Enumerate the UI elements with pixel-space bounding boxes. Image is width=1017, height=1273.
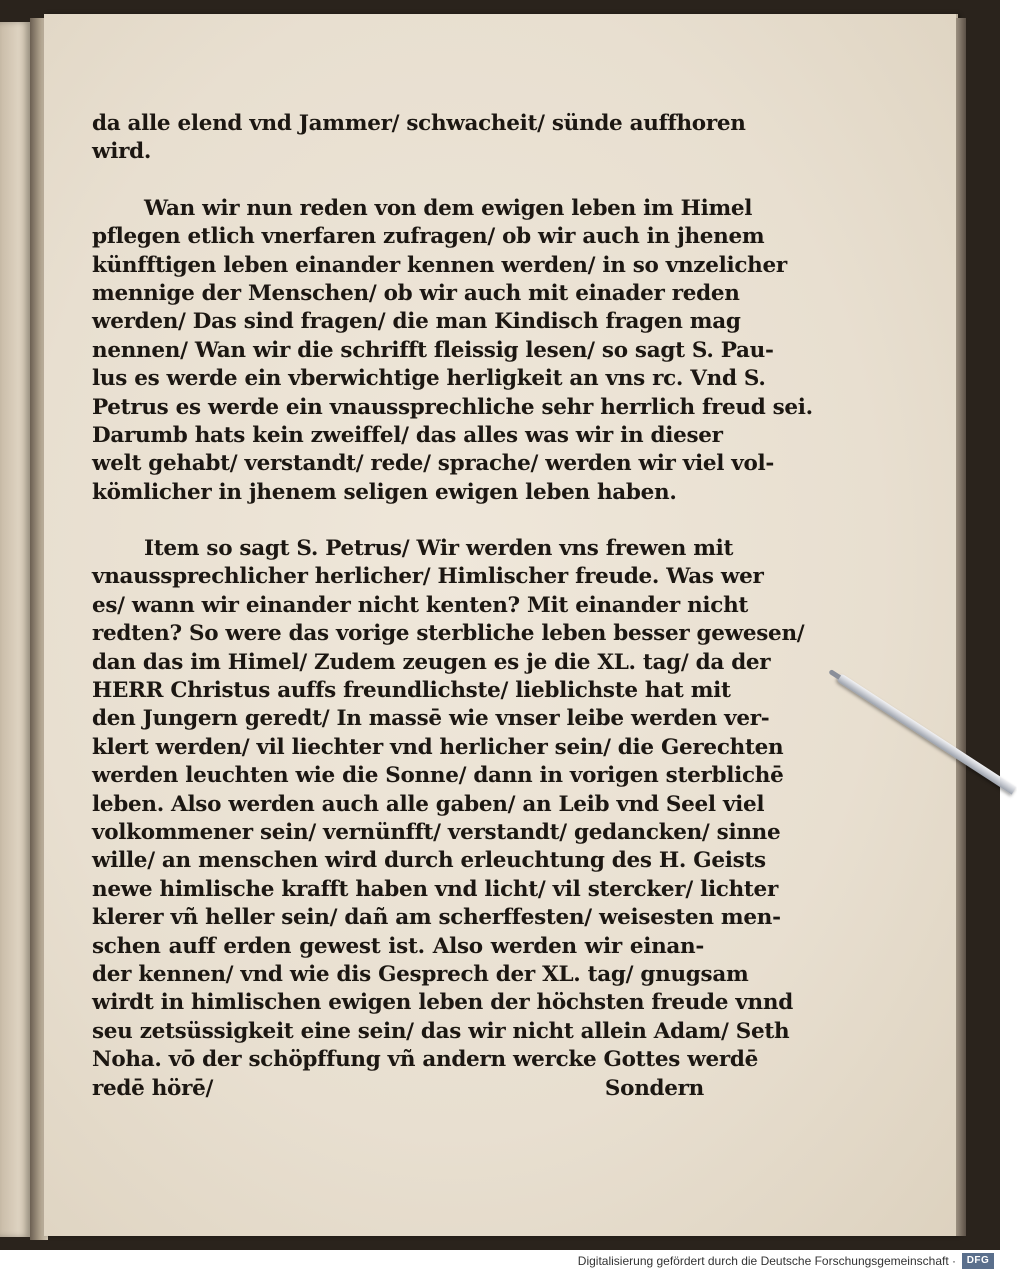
text-line: der kennen/ vnd wie dis Gesprech der XL. tag/ gnugsam <box>92 961 749 987</box>
text-line: HERR Christus auffs freundlichste/ lieblichste hat mit <box>92 678 731 704</box>
text-line: künfftigen leben einander kennen werden/ in so vnzelicher <box>92 252 787 278</box>
text-line: den Jungern geredt/ In massē wie vnser leibe werden ver- <box>92 706 770 732</box>
catchword: Sondern <box>604 1075 704 1101</box>
text-line: Item so sagt S. Petrus/ Wir werden vns frewen mit <box>144 536 734 562</box>
page-text-block <box>92 110 813 1103</box>
text-line: kömlicher in jhenem seligen ewigen leben haben. <box>92 479 677 505</box>
previous-page-edge <box>0 22 30 1237</box>
text-line: seu zetsüssigkeit eine sein/ das wir nicht allein Adam/ Seth <box>92 1018 790 1044</box>
text-line: wille/ an menschen wird durch erleuchtung des H. Geists <box>92 848 766 874</box>
text-line: schen auff erden gewest ist. Also werden wir einan- <box>92 933 704 959</box>
footer-credit: Digitalisierung gefördert durch die Deutsche Forschungsgemeinschaft · <box>577 1254 956 1268</box>
page-stack-edge <box>956 18 966 1236</box>
text-line: nennen/ Wan wir die schrifft fleissig lesen/ so sagt S. Pau- <box>92 337 774 363</box>
text-line: Noha. vō der schöpffung vñ andern wercke Gottes werdē <box>92 1047 759 1073</box>
paragraph-gap <box>92 507 704 535</box>
text-line: mennige der Menschen/ ob wir auch mit einader reden <box>92 280 740 306</box>
paragraph-gap <box>92 167 704 195</box>
text-line: redē hörē/ <box>92 1075 214 1101</box>
text-line: Petrus es werde ein vnaussprechliche sehr herrlich freud sei. <box>92 394 813 420</box>
text-line: wird. <box>92 139 152 165</box>
text-line: klerer vñ heller sein/ dañ am scherffesten/ weisesten men- <box>92 905 781 931</box>
text-line: redten? So were das vorige sterbliche leben besser gewesen/ <box>92 621 805 647</box>
footer-bar <box>0 1250 1000 1273</box>
text-line: newe himlische krafft haben vnd licht/ vil stercker/ lichter <box>92 876 778 902</box>
text-line: vnaussprechlicher herlicher/ Himlischer freude. Was wer <box>92 564 764 590</box>
text-line: es/ wann wir einander nicht kenten? Mit einander nicht <box>92 592 749 618</box>
text-line: leben. Also werden auch alle gaben/ an Leib vnd Seel viel <box>92 791 765 817</box>
dfg-logo-icon: DFG <box>962 1253 994 1269</box>
text-line: Darumb hats kein zweiffel/ das alles was wir in dieser <box>92 422 723 448</box>
text-line: volkommener sein/ vernünfft/ verstandt/ gedancken/ sinne <box>92 819 781 845</box>
text-line: pflegen etlich vnerfaren zufragen/ ob wir auch in jhenem <box>92 224 765 250</box>
text-line: welt gehabt/ verstandt/ rede/ sprache/ werden wir viel vol- <box>92 451 774 477</box>
text-line: werden leuchten wie die Sonne/ dann in vorigen sterblichē <box>92 763 784 789</box>
text-line: Wan wir nun reden von dem ewigen leben im Himel <box>144 195 753 221</box>
text-line: klert werden/ vil liechter vnd herlicher sein/ die Gerechten <box>92 734 784 760</box>
text-line: dan das im Himel/ Zudem zeugen es je die XL. tag/ da der <box>92 649 771 675</box>
text-line: da alle elend vnd Jammer/ schwacheit/ sünde auffhoren <box>92 111 746 136</box>
text-line: lus es werde ein vberwichtige herligkeit an vns rc. Vnd S. <box>92 366 766 392</box>
text-line: wirdt in himlischen ewigen leben der höchsten freude vnnd <box>92 990 793 1016</box>
text-line: werden/ Das sind fragen/ die man Kindisch fragen mag <box>92 309 741 335</box>
